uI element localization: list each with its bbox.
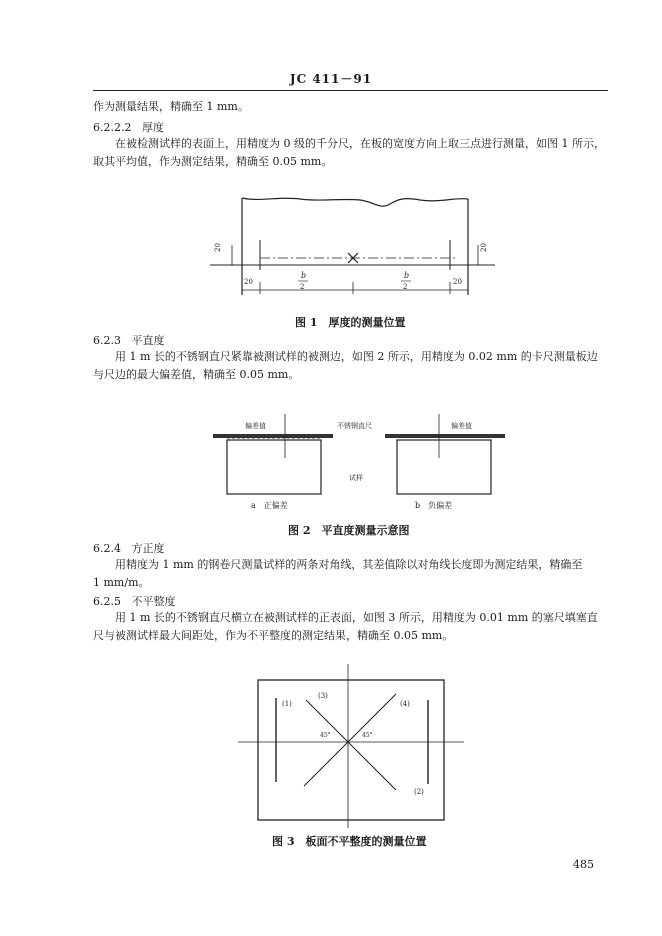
- section-number: 6.2.5: [93, 595, 121, 608]
- label-4: (4): [400, 700, 410, 708]
- section-number: 6.2.3: [93, 334, 121, 347]
- section-heading-thickness: [93, 119, 164, 135]
- paragraph-line: 用精度为 1 mm 的钢卷尺测量试样的两条对角线，其差值除以对角线长度即为测定结果，精确至: [115, 558, 583, 571]
- sample-right: [397, 440, 491, 494]
- label-deviation-right: 偏差值: [451, 422, 472, 430]
- dim-20-left: 20: [244, 278, 253, 286]
- plate-top-edge: [242, 198, 468, 206]
- section-number: 6.2.2.2: [93, 121, 132, 134]
- label-sample: 试样: [349, 474, 363, 482]
- section-heading-straightness: [93, 332, 165, 348]
- ruler-right: [385, 434, 505, 438]
- paragraph-line: 与尺边的最大偏差值，精确至 0.05 mm。: [93, 368, 300, 381]
- paragraph-line: 取其平均值，作为测定结果，精确至 0.05 mm。: [93, 155, 333, 168]
- dim-20-vertical-left: 20: [214, 243, 222, 252]
- dim-20-right: 20: [453, 278, 462, 286]
- section-number: 6.2.4: [93, 542, 121, 555]
- figure-1-caption: 图 1 厚度的测量位置: [295, 316, 406, 329]
- section-title: 不平整度: [131, 595, 176, 608]
- section-title: 方正度: [131, 542, 165, 555]
- label-3: (3): [318, 692, 328, 700]
- sample-left: [227, 440, 321, 494]
- header-rule: [93, 90, 608, 91]
- dim-half-num-right: b: [404, 271, 410, 280]
- ruler-left: [213, 434, 333, 438]
- page-header: JC 411－91: [289, 72, 373, 86]
- section-title: 平直度: [131, 334, 165, 347]
- page-number: 485: [573, 858, 594, 871]
- section-title: 厚度: [141, 121, 164, 134]
- figure-2-caption: 图 2 平直度测量示意图: [288, 524, 410, 537]
- ruler-3: [306, 700, 396, 790]
- figure-2-straightness-diagram: [205, 408, 515, 518]
- angle-left: 45°: [320, 732, 331, 739]
- dim-20-vertical-right: 20: [480, 243, 488, 252]
- dim-half-num-left: b: [301, 271, 307, 280]
- figure-3-caption: 图 3 板面不平整度的测量位置: [272, 835, 427, 848]
- paragraph-line: 用 1 m 长的不锈钢直尺横立在被测试样的正表面，如图 3 所示，用精度为 0.01 mm 的塞尺填塞直: [115, 611, 598, 624]
- figure-1-thickness-diagram: [200, 190, 500, 310]
- paragraph-line: 1 mm/m。: [93, 576, 150, 589]
- label-deviation-left: 偏差值: [245, 422, 266, 430]
- dim-half-den-left: 2: [300, 283, 305, 291]
- dim-half-den-right: 2: [403, 283, 408, 291]
- sub-label-a: a 正偏差: [251, 501, 288, 510]
- angle-right: 45°: [362, 732, 373, 739]
- section-heading-flatness: [93, 593, 176, 609]
- label-2: (2): [414, 788, 424, 796]
- sub-label-b: b 负偏差: [415, 501, 453, 510]
- text-line: 作为测量结果，精确至 1 mm。: [93, 100, 249, 113]
- paragraph-line: 尺与被测试样最大间距处，作为不平整度的测定结果，精确至 0.05 mm。: [93, 629, 454, 642]
- section-heading-squareness: [93, 540, 165, 556]
- label-ruler: 不锈钢直尺: [337, 422, 372, 430]
- paragraph-line: 用 1 m 长的不锈钢直尺紧靠被测试样的被测边，如图 2 所示，用精度为 0.02 mm 的卡尺测量板边: [115, 350, 598, 363]
- paragraph-line: 在被检测试样的表面上，用精度为 0 级的千分尺，在板的宽度方向上取三点进行测量，如图 1 所示，: [115, 137, 605, 150]
- ruler-4: [304, 694, 396, 786]
- label-1: (1): [282, 700, 292, 708]
- figure-3-flatness-diagram: [236, 660, 466, 830]
